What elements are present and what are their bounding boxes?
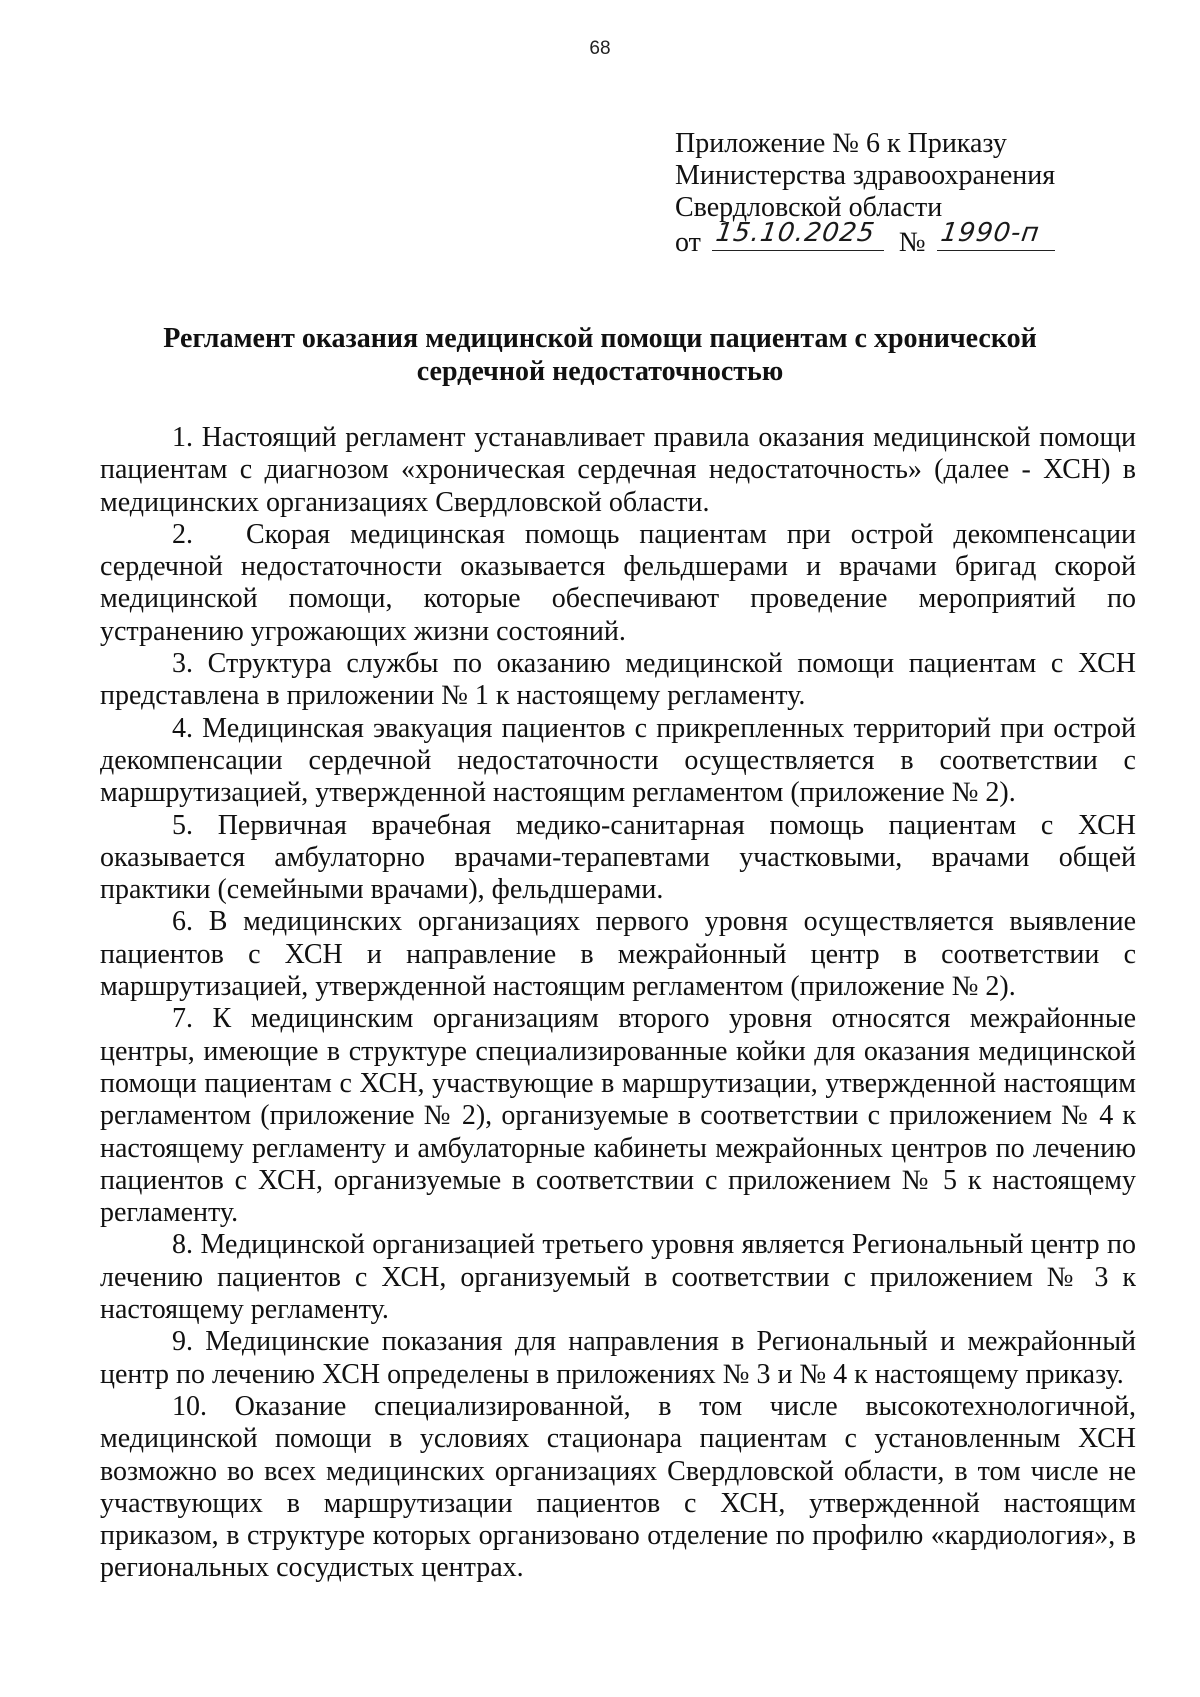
paragraph-text: К медицинским организациям второго уровня относятся межрайонные центры, имеющие в структуре специализированные койки для оказания медицинской помощи пациентам с ХСН, участвующие в маршрутизации, утвержденной настоящим регламентом (приложение № 2), организуемые в соответствии с приложением № 4 к настоящему регламенту и амбулаторные кабинеты межрайонных центров по лечению пациентов с ХСН, организуемые в соответствии с приложением № 5 к настоящему регламенту. (100, 1003, 1137, 1229)
paragraph-text: Медицинская эвакуация пациентов с прикрепленных территорий при острой декомпенсации сердечной недостаточности осуществляется в соответствии с маршрутизацией, утвержденной настоящим регламентом (приложение № 2). (100, 712, 1137, 809)
paragraph-number: 7. (172, 1003, 193, 1035)
paragraph-3 (100, 648, 1136, 713)
paragraph-text: Настоящий регламент устанавливает правила оказания медицинской помощи пациентам с диагнозом «хроническая сердечная недостаточность» (далее - ХСН) в медицинских организациях Свердловской области. (100, 422, 1137, 518)
paragraph-10 (100, 1391, 1136, 1585)
paragraph-1 (100, 422, 1136, 519)
number-label: № (898, 227, 926, 258)
order-date-handwritten: 15.10.2025 (713, 218, 877, 248)
order-number-field (937, 218, 1055, 251)
order-date-number-line (675, 218, 1155, 258)
document-title (100, 322, 1100, 388)
paragraph-number: 8. (172, 1229, 193, 1261)
paragraph-6 (100, 906, 1136, 1003)
paragraph-text: Скорая медицинская помощь пациентам при острой декомпенсации сердечной недостаточности оказывается фельдшерами и врачами бригад скорой медицинской помощи, которые обеспечивают проведение мероприятий по устранению угрожающих жизни состояний. (100, 518, 1136, 647)
paragraph-4 (100, 713, 1136, 810)
paragraph-2 (100, 519, 1136, 648)
paragraph-number: 3. (172, 648, 193, 680)
paragraph-7 (100, 1003, 1136, 1229)
paragraph-9 (100, 1326, 1136, 1391)
paragraph-5 (100, 810, 1136, 907)
paragraph-number: 6. (172, 906, 193, 938)
paragraph-number: 1. (172, 422, 193, 453)
paragraph-number: 5. (172, 809, 193, 841)
order-number-handwritten: 1990-п (938, 218, 1042, 248)
paragraph-number: 10. (172, 1390, 207, 1422)
document-title-line-1: Регламент оказания медицинской помощи пациентам с хронической (163, 323, 1037, 354)
paragraph-text: Первичная врачебная медико-санитарная помощь пациентам с ХСН оказывается амбулаторно врачами-терапевтами участковыми, врачами общей практики (семейными врачами), фельдшерами. (100, 809, 1137, 906)
from-label: от (675, 227, 701, 258)
appendix-header (675, 128, 1155, 258)
paragraph-text: В медицинских организациях первого уровня осуществляется выявление пациентов с ХСН и направление в межрайонный центр в соответствии с маршрутизацией, утвержденной настоящим регламентом (приложение № 2). (100, 906, 1136, 1003)
paragraph-text: Оказание специализированной, в том числе высокотехнологичной, медицинской помощи в условиях стационара пациентам с установленным ХСН возможно во всех медицинских организациях Свердловской области, в том числе не участвующих в маршрутизации пациентов с ХСН, утвержденной настоящим приказом, в структуре которых организовано отделение по профилю «кардиология», в региональных сосудистых центрах. (100, 1390, 1136, 1584)
order-date-field (712, 218, 884, 251)
regulation-body (100, 422, 1136, 1585)
paragraph-text: Медицинской организацией третьего уровня является Региональный центр по лечению пациентов с ХСН, организуемый в соответствии с приложением № 3 к настоящему регламенту. (100, 1229, 1137, 1326)
paragraph-text: Структура службы по оказанию медицинской помощи пациентам с ХСН представлена в приложении № 1 к настоящему регламенту. (100, 648, 1137, 712)
appendix-line-1: Приложение № 6 к Приказу (675, 128, 1007, 159)
appendix-line-3: Свердловской области (675, 192, 943, 223)
page-number: 68 (589, 38, 611, 59)
document-title-line-2: сердечной недостаточностью (416, 356, 784, 387)
paragraph-number: 2. (172, 518, 193, 550)
paragraph-8 (100, 1229, 1136, 1326)
appendix-line-2: Министерства здравоохранения (675, 160, 1056, 191)
paragraph-text: Медицинские показания для направления в Региональный и межрайонный центр по лечению ХСН определены в приложениях № 3 и № 4 к настоящему приказу. (100, 1326, 1137, 1390)
paragraph-number: 9. (172, 1326, 193, 1358)
paragraph-number: 4. (172, 712, 193, 744)
